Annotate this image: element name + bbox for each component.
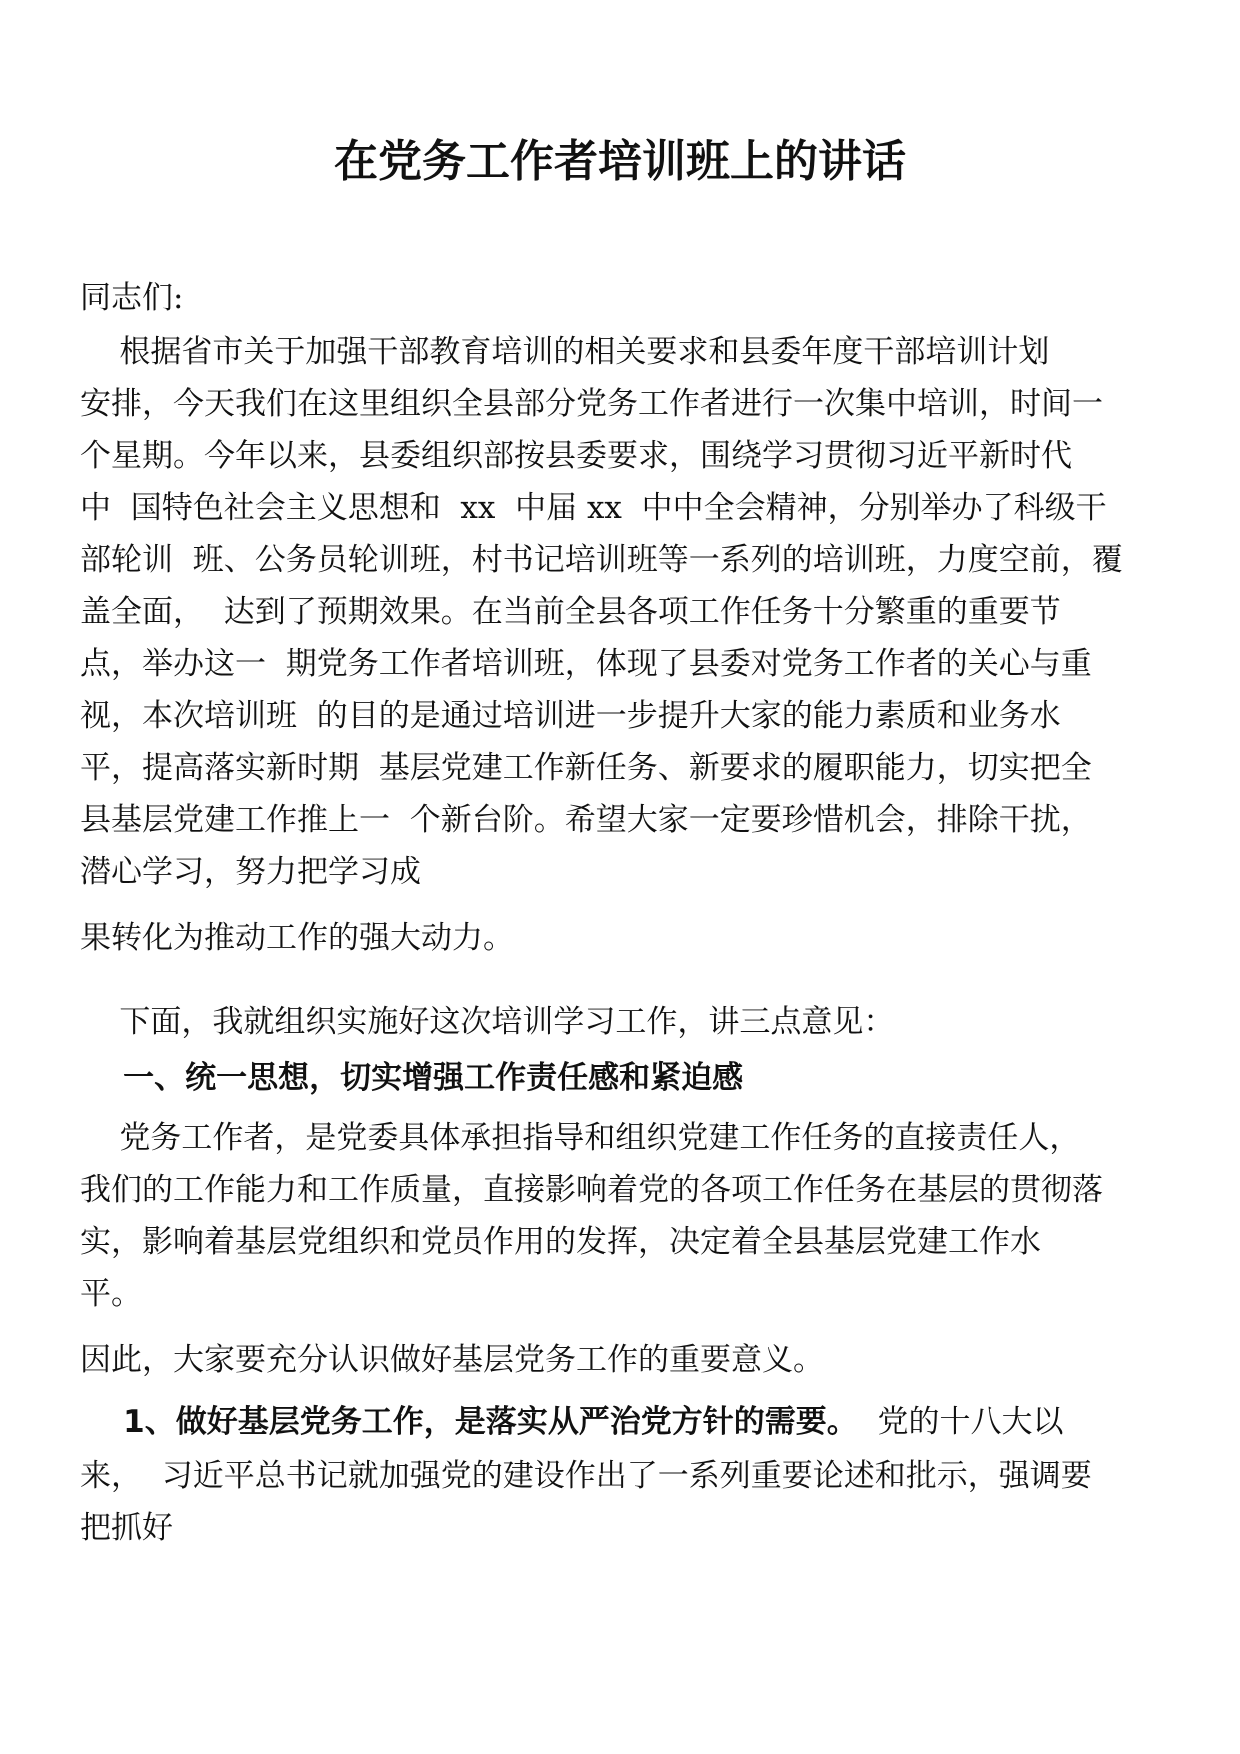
document-title: 在党务工作者培训班上的讲话: [334, 136, 906, 187]
paragraph-line: 视，本次培训班 的目的是通过培训进一步提升大家的能力素质和业务水: [80, 698, 1061, 734]
paragraph-line: 平，提高落实新时期 基层党建工作新任务、新要求的履职能力，切实把全: [80, 750, 1092, 786]
point-heading: 1、做好基层党务工作，是落实从严治党方针的需要。: [80, 1404, 858, 1440]
paragraph-line: 部轮训 班、公务员轮训班，村书记培训班等一系列的培训班，力度空前，覆: [80, 542, 1123, 578]
point-text: 党的十八大以: [857, 1404, 1064, 1440]
paragraph-line: 平。: [80, 1276, 142, 1312]
paragraph-line: 我们的工作能力和工作质量，直接影响着党的各项工作任务在基层的贯彻落: [80, 1172, 1103, 1208]
paragraph-line: 根据省市关于加强干部教育培训的相关要求和县委年度干部培训计划: [80, 334, 1050, 370]
salutation: 同志们:: [80, 280, 184, 316]
point-line: [80, 1402, 1063, 1442]
section-heading: 一、统一思想，切实增强工作责任感和紧迫感: [80, 1060, 744, 1096]
paragraph-line: 安排，今天我们在这里组织全县部分党务工作者进行一次集中培训，时间一: [80, 386, 1103, 422]
paragraph-line: 把抓好: [80, 1510, 173, 1546]
paragraph-line: 来， 习近平总书记就加强党的建设作出了一系列重要论述和批示，强调要: [80, 1458, 1092, 1494]
paragraph-line: 点，举办这一 期党务工作者培训班，体现了县委对党务工作者的关心与重: [80, 646, 1092, 682]
paragraph-line: 因此，大家要充分认识做好基层党务工作的重要意义。: [80, 1342, 824, 1378]
paragraph-line: 潜心学习，努力把学习成: [80, 854, 421, 890]
paragraph-line: 盖全面， 达到了预期效果。在当前全县各项工作任务十分繁重的重要节: [80, 594, 1061, 630]
paragraph-line: 党务工作者，是党委具体承担指导和组织党建工作任务的直接责任人，: [80, 1120, 1081, 1156]
intro-line: 下面，我就组织实施好这次培训学习工作，讲三点意见：: [80, 1004, 895, 1040]
paragraph-line: 个星期。今年以来，县委组织部按县委要求，围绕学习贯彻习近平新时代: [80, 438, 1072, 474]
paragraph-line: 果转化为推动工作的强大动力。: [80, 920, 514, 956]
paragraph-line: 县基层党建工作推上一 个新台阶。希望大家一定要珍惜机会，排除干扰，: [80, 802, 1092, 838]
paragraph-line: 中 国特色社会主义思想和 xx 中届 xx 中中全会精神，分别举办了科级干: [80, 490, 1107, 526]
paragraph-line: 实，影响着基层党组织和党员作用的发挥，决定着全县基层党建工作水: [80, 1224, 1041, 1260]
